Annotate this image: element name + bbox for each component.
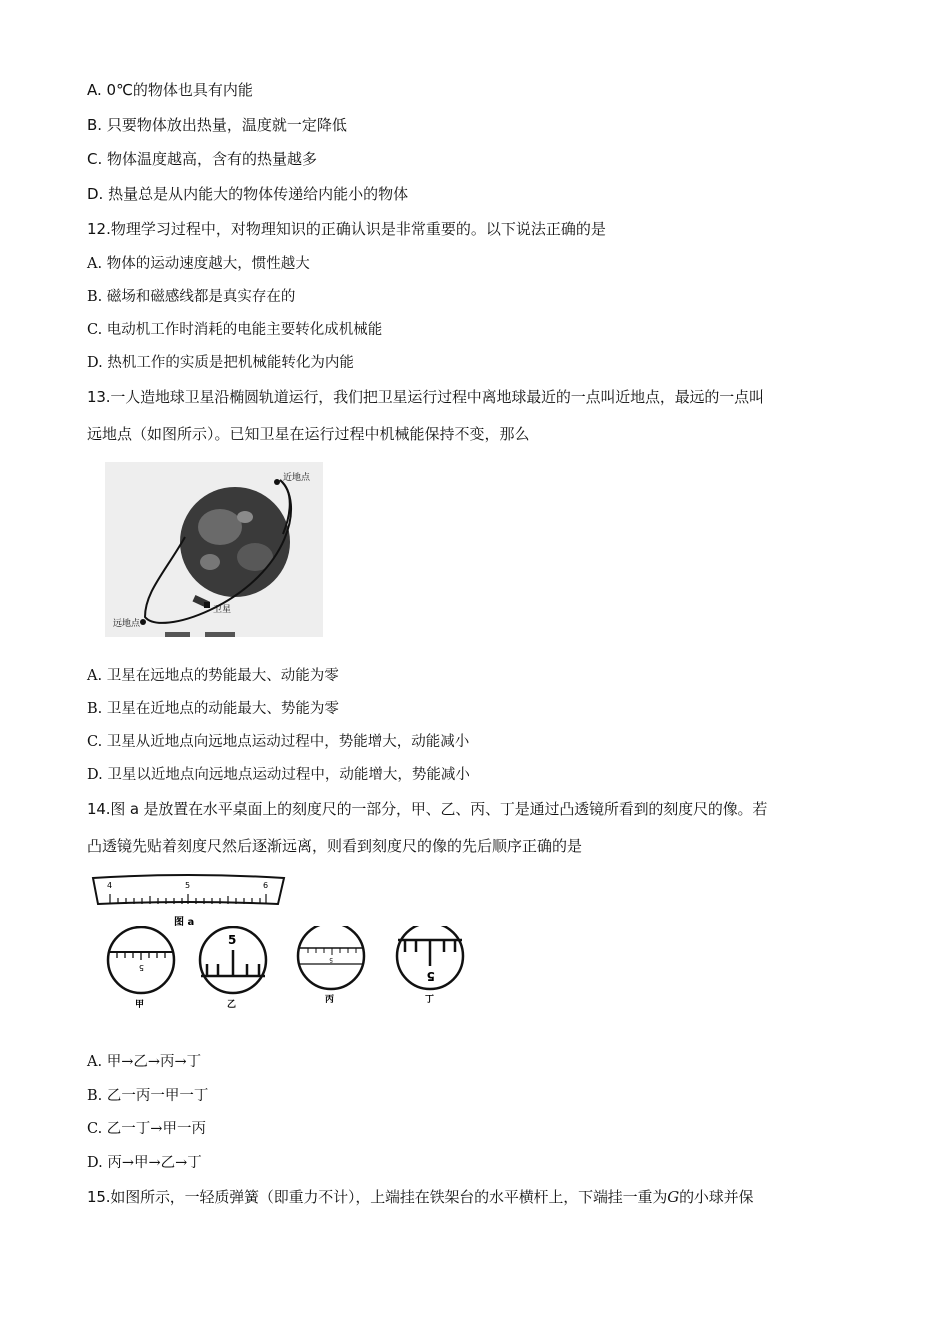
lens-ding-digit: 5 (426, 969, 435, 983)
q13-stem-line2: 远地点（如图所示）。已知卫星在运行过程中机械能保持不变，那么 (87, 425, 530, 443)
q12-option-b: B. 磁场和磁感线都是真实存在的 (87, 289, 296, 305)
lens-ding-label: 丁 (425, 995, 435, 1005)
lens-ding (397, 926, 463, 1005)
lens-yi-digit: 5 (228, 933, 237, 947)
q13-option-b: B. 卫星在近地点的动能最大、势能为零 (87, 701, 339, 717)
ruler-figure (88, 870, 288, 932)
lens-images-figure (103, 926, 475, 1010)
q13-option-c: C. 卫星从近地点向远地点运动过程中，势能增大，动能减小 (87, 734, 470, 750)
q14-option-b: B. 乙一丙一甲一丁 (87, 1088, 209, 1104)
lens-jia-digit: 5 (138, 963, 144, 972)
ruler-tick-6: 6 (263, 881, 269, 890)
q14-stem-line1: 14.图 a 是放置在水平桌面上的刻度尺的一部分，甲、乙、丙、丁是通过凸透镜所看到的刻度尺的像。若 (87, 800, 768, 818)
q15-stem-before: 15.如图所示，一轻质弹簧（即重力不计），上端挂在铁架台的水平横杆上，下端挂一重为 (87, 1188, 668, 1206)
ruler-diagram (88, 870, 288, 932)
q12-stem: 12.物理学习过程中，对物理知识的正确认识是非常重要的。以下说法正确的是 (87, 220, 606, 238)
lens-bing-label: 丙 (325, 995, 335, 1005)
lens-yi-label: 乙 (227, 1000, 237, 1010)
apogee-label: 远地点 (113, 619, 141, 629)
q13-option-d: D. 卫星以近地点向远地点运动过程中，动能增大，势能减小 (87, 767, 470, 783)
q14-option-d: D. 丙→甲→乙→丁 (87, 1155, 202, 1171)
lens-bing-digit: 5 (329, 956, 333, 963)
q11-option-d: D. 热量总是从内能大的物体传递给内能小的物体 (87, 185, 409, 203)
satellite-orbit-figure (105, 462, 323, 637)
q14-option-c: C. 乙一丁→甲一丙 (87, 1121, 206, 1137)
lens-images-diagram (103, 926, 475, 1010)
q14-stem-line2: 凸透镜先贴着刻度尺然后逐渐远离，则看到刻度尺的像的先后顺序正确的是 (87, 837, 583, 855)
q13-option-a: A. 卫星在远地点的势能最大、动能为零 (87, 668, 339, 684)
satellite-orbit-diagram (105, 462, 323, 637)
perigee-label: 近地点 (283, 473, 311, 483)
ruler-tick-5: 5 (185, 881, 191, 890)
q12-option-a: A. 物体的运动速度越大，惯性越大 (87, 256, 310, 272)
lens-bing (298, 926, 364, 1005)
q15-stem-after: 的小球并保 (679, 1188, 754, 1206)
lens-yi (200, 927, 266, 1010)
ruler-caption: 图 a (174, 917, 195, 928)
lens-jia (108, 927, 174, 1010)
q12-option-c: C. 电动机工作时消耗的电能主要转化成机械能 (87, 322, 383, 338)
q11-option-a: A. 0℃的物体也具有内能 (87, 81, 253, 99)
q12-option-d: D. 热机工作的实质是把机械能转化为内能 (87, 355, 354, 371)
q13-stem-line1: 13.一人造地球卫星沿椭圆轨道运行，我们把卫星运行过程中离地球最近的一点叫近地点，最远的一点叫 (87, 388, 764, 406)
q15-stem (87, 1187, 753, 1207)
lens-jia-label: 甲 (135, 1000, 145, 1010)
q15-symbol: G (667, 1188, 680, 1206)
q14-option-a: A. 甲→乙→丙→丁 (87, 1054, 202, 1070)
q11-option-c: C. 物体温度越高，含有的热量越多 (87, 150, 318, 168)
satellite-label: 卫星 (213, 605, 232, 615)
ruler-tick-4: 4 (107, 881, 113, 890)
q11-option-b: B. 只要物体放出热量，温度就一定降低 (87, 116, 347, 134)
